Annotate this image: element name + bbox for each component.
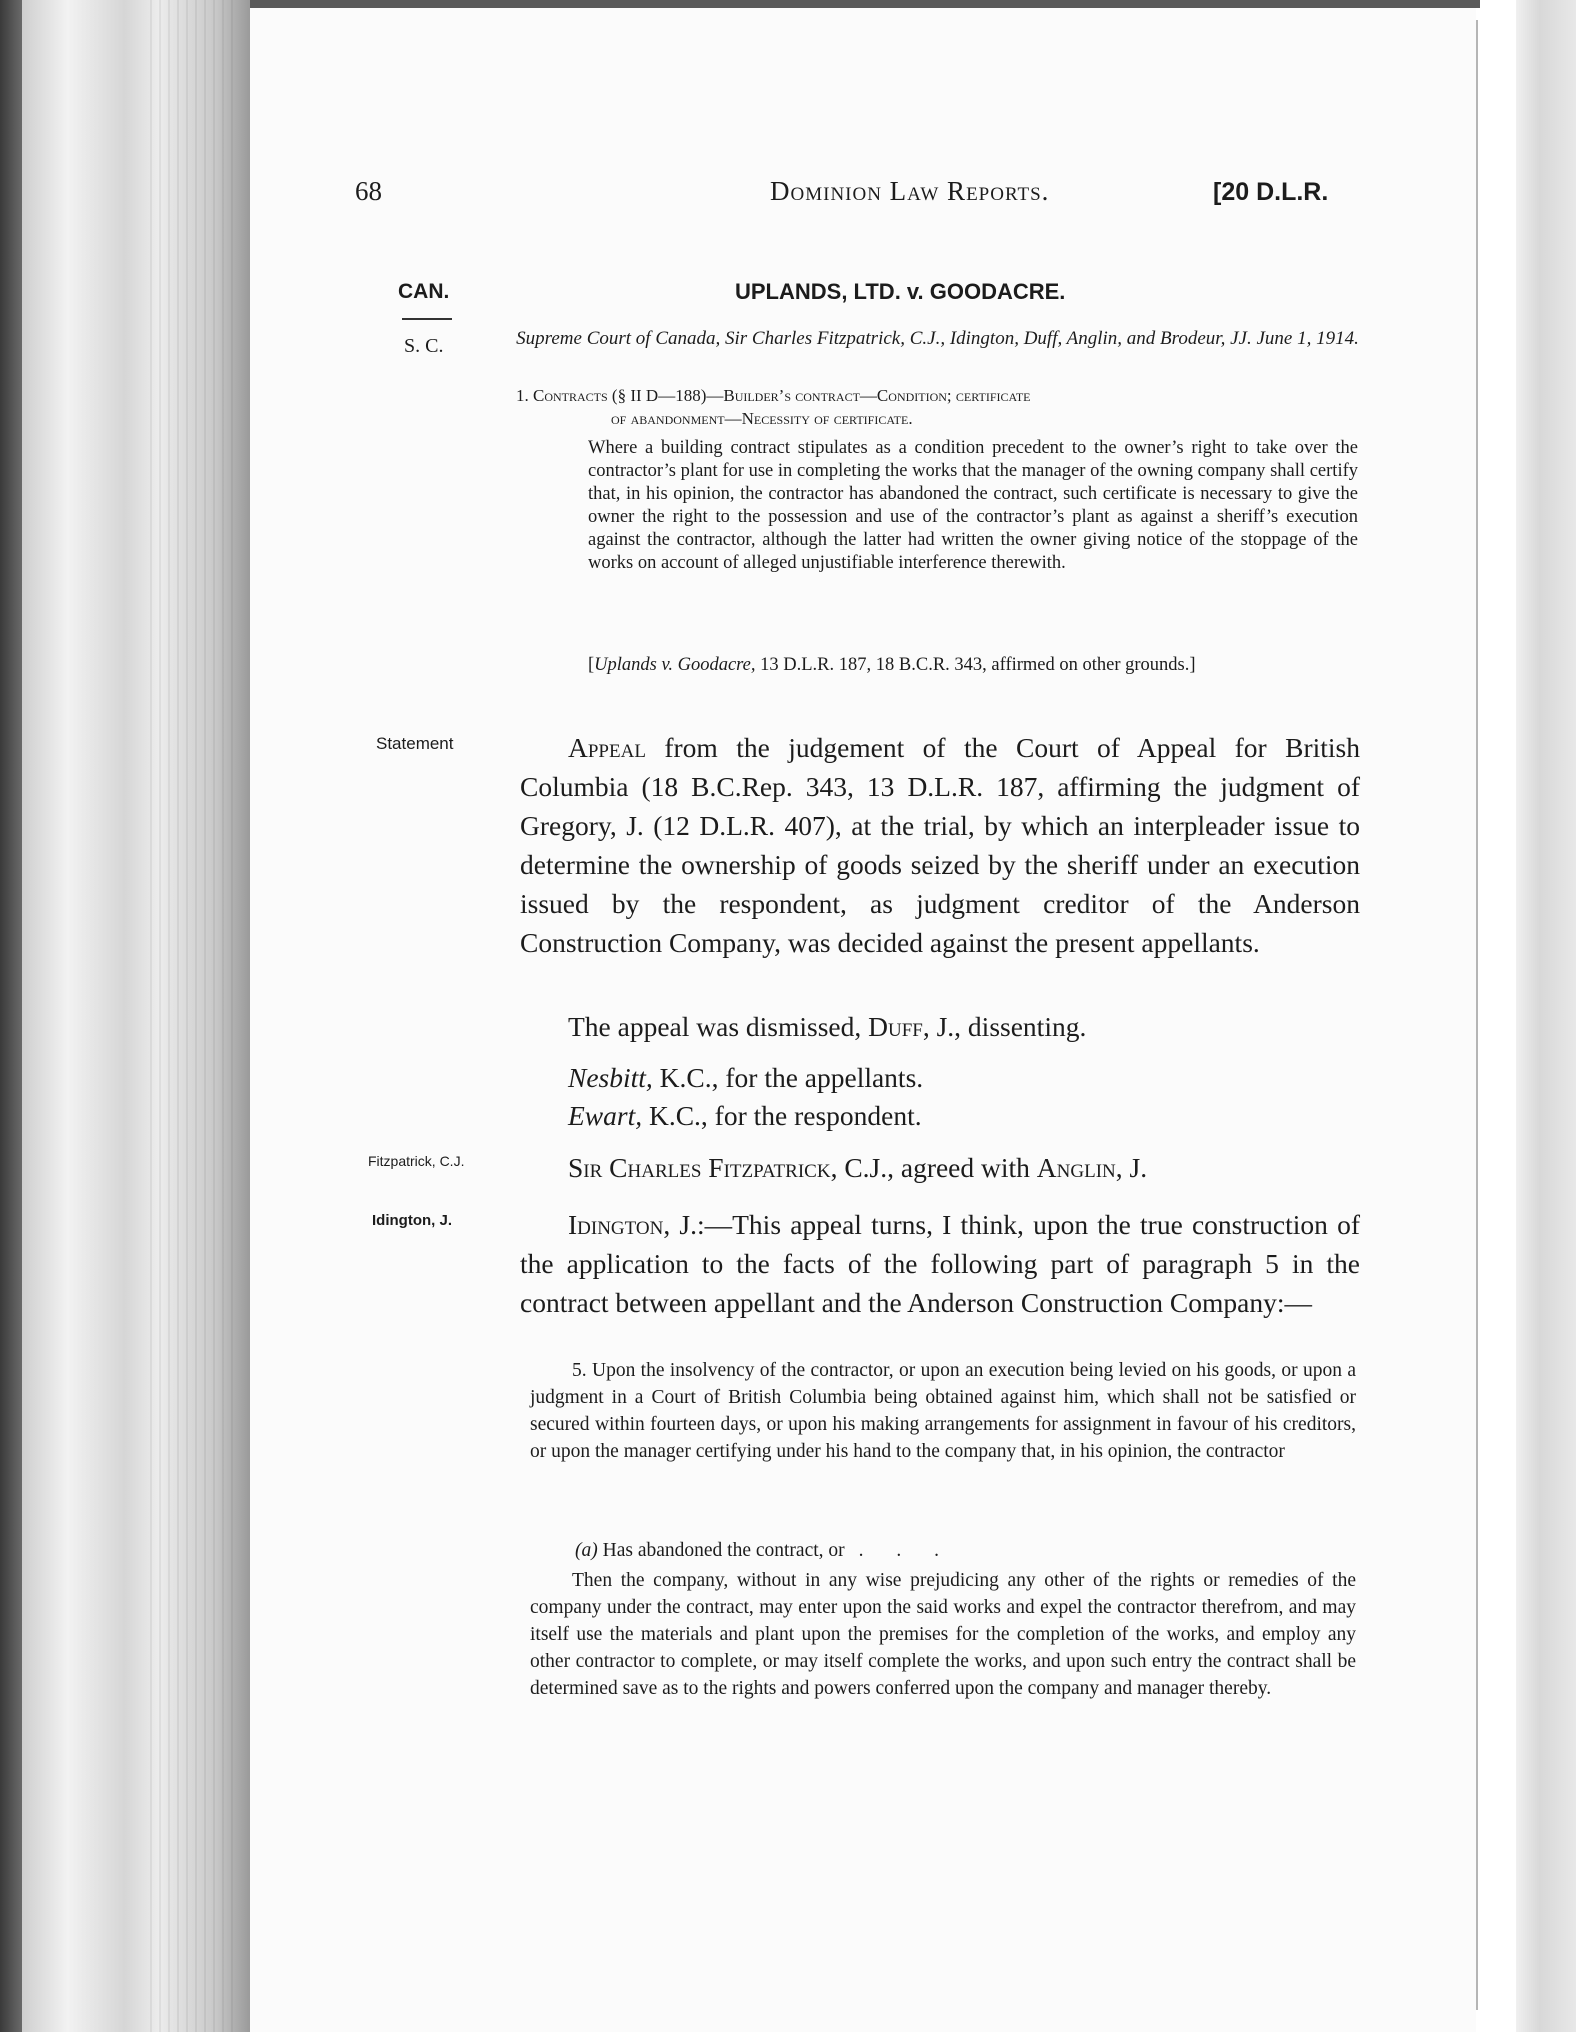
idington-text: , J.:—This appeal turns, I think, upon the true construction of the application to the facts of the following part of paragraph 5 in the contract between appellant and the Anderson Construction Company:— [520,1209,1360,1318]
fitzpatrick-mid: , C.J., agreed with [830,1152,1037,1183]
fitzpatrick-margin-label: Fitzpatrick, C.J. [368,1153,465,1169]
court-abbrev-label: S. C. [404,335,444,357]
statement-paragraph [520,728,1360,962]
headnote-citation [588,654,1358,677]
jurisdiction-rule [402,318,452,320]
idington-paragraph [520,1205,1360,1322]
quote-item-a [575,1537,953,1564]
cite-open: [ [588,655,595,675]
page-fold-line [1476,20,1478,2010]
dismissed-line [568,1007,1086,1046]
headnote-heading-line2: of abandonment—Necessity of certificate. [611,409,913,428]
fitzpatrick-end: , J. [1115,1152,1148,1183]
counsel-respondent [568,1096,922,1135]
counsel-appellants [568,1058,923,1097]
headnote-heading-line1: 1. Contracts (§ II D—188)—Builder’s contract—Condition; certificate [516,386,1031,405]
gutter-texture [150,0,240,2032]
jurisdiction-label: CAN. [398,280,450,303]
quote-item-a-label: (a) [575,1540,598,1561]
appeal-word: Appeal [568,732,646,763]
volume-label: [20 D.L.R. [1213,178,1329,206]
cite-case: Uplands v. Goodacre, [594,655,756,675]
dismissed-name: Duff [868,1011,923,1042]
court-date: June 1, 1914. [1256,328,1359,349]
page-top-edge [250,0,1480,8]
fitzpatrick-anglin: Anglin [1036,1152,1116,1183]
idington-margin-label: Idington, J. [372,1212,452,1229]
statement-margin-label: Statement [376,734,454,753]
book-spine-shadow [0,0,22,2032]
appeal-text: from the judgement of the Court of Appeal for British Columbia (18 B.C.Rep. 343, 13 D.L.R. 187, affirming the judgment of Gregory, J. (12 D.L.R. 407), at the trial, by which an interpleader issue to determine the ownership of goods seized by the sheriff under an execution issued by the respondent, as judgment creditor of the Anderson Construction Company, was decided against the present appellants. [520,732,1360,958]
headnote-body: Where a building contract stipulates as a condition precedent to the owner’s right to take over the contractor’s plant for use in completing the works that the manager of the owning company shall certify that, in his opinion, the contractor has abandoned the contract, such certificate is necessary to give the owner the right to the possession and use of the contractor’s plant as against a sheriff’s execution against the contractor, although the latter had written the owner giving notice of the stoppage of the works on account of alleged unjustifiable interference therewith. [588,438,1358,573]
counsel-nesbitt-text: K.C., for the appellants. [652,1062,924,1093]
quote-paragraph-5: 5. Upon the insolvency of the contractor, or upon an execution being levied on his goods, or upon a judgment in a Court of British Columbia being obtained against him, which shall not be satisfied or secured within fourteen days, or upon his making arrangements for assignment in favour of his creditors, or upon the manager certifying under his hand to the company that, in his opinion, the contractor [530,1360,1356,1462]
page-number: 68 [355,176,382,206]
headnote-heading [516,384,1361,430]
court-judges: Supreme Court of Canada, Sir Charles Fitzpatrick, C.J., Idington, Duff, Anglin, and Brodeur, JJ. [516,328,1252,349]
idington-name: Idington [568,1209,664,1240]
cite-rest: 13 D.L.R. 187, 18 B.C.R. 343, affirmed on other grounds.] [755,655,1196,675]
counsel-ewart-name: Ewart, [568,1100,643,1131]
next-page-edge [1516,0,1576,2032]
court-line [515,327,1360,351]
fitzpatrick-paragraph [568,1148,1147,1187]
counsel-ewart-text: K.C., for the respondent. [642,1100,922,1131]
fitzpatrick-name: Sir Charles Fitzpatrick [568,1152,831,1183]
counsel-nesbitt-name: Nesbitt, [568,1062,653,1093]
quote-item-a-dots: . . . [858,1540,954,1561]
quote-then-paragraph: Then the company, without in any wise prejudicing any other of the rights or remedies of the company under the contract, may enter upon the said works and expel the contractor therefrom, and may itself use the materials and plant upon the premises for the completion of the works, and employ any other contractor to complete, or may itself complete the works, and upon such entry the contract shall be determined save as to the rights and powers conferred upon the company and manager thereby. [530,1570,1356,1699]
quote-item-a-text: Has abandoned the contract, or [597,1540,845,1561]
case-title: UPLANDS, LTD. v. GOODACRE. [735,279,1066,304]
dismissed-pre: The appeal was dismissed, [568,1011,869,1042]
dismissed-post: , J., dissenting. [922,1011,1087,1042]
running-title: Dominion Law Reports. [770,176,1050,206]
